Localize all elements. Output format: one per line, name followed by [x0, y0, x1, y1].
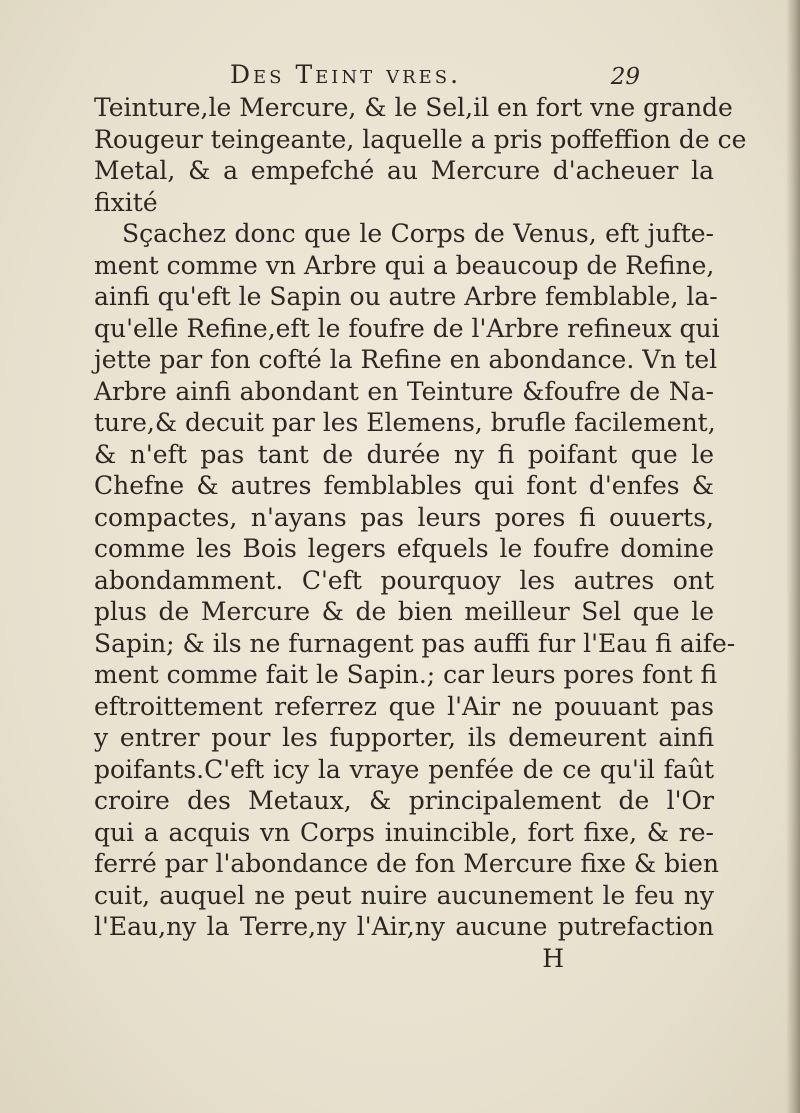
body-text — [94, 92, 747, 974]
text-line: abondamment. C'eft pourquoy les autres ont — [94, 565, 714, 595]
text-line: Teinture,le Mercure, & le Sel,il en fort vne grande — [94, 93, 733, 122]
text-line: compactes, n'ayans pas leurs pores fi ouuerts, — [94, 502, 714, 532]
text-line: qu'elle Refine,eft le foufre de l'Arbre refineux qui — [94, 313, 720, 343]
text-line: eftroittement referrez que l'Air ne pouuant pas — [94, 691, 714, 721]
text-line: l'Eau,ny la Terre,ny l'Air,ny aucune putrefaction — [94, 912, 714, 941]
text-line: croire des Metaux, & principalement de l'Or — [94, 786, 714, 815]
text-line: cuit, auquel ne peut nuire aucunement le feu ny — [94, 880, 714, 910]
text-line: comme les Bois legers efquels le foufre domine — [94, 534, 714, 563]
text-line: Arbre ainfi abondant en Teinture &foufre de Na- — [94, 376, 714, 406]
text-line: qui a acquis vn Corps inuincible, fort fixe, & re- — [94, 817, 714, 847]
catchword: H — [542, 943, 564, 973]
text-line: plus de Mercure & de bien meilleur Sel que le — [94, 597, 714, 626]
page-number: 29 — [610, 64, 640, 90]
text-line: ferré par l'abondance de fon Mercure fixe & bien — [94, 849, 720, 878]
text-line: fixité — [94, 187, 158, 217]
text-line: Sçachez donc que le Corps de Venus, eft jufte- — [122, 219, 714, 248]
text-line: ment comme vn Arbre qui a beaucoup de Refine, — [94, 250, 715, 280]
text-line: jette par fon cofté la Refine en abondance. Vn tel — [94, 345, 718, 374]
text-line: ainfi qu'eft le Sapin ou autre Arbre femblable, la- — [94, 282, 718, 311]
text-line: ment comme fait le Sapin.; car leurs pores font fi — [94, 660, 718, 689]
text-line: Metal, & a empefché au Mercure d'acheuer la — [94, 156, 714, 185]
text-line: Rougeur teingeante, laquelle a pris poffeffion de ce — [94, 124, 747, 154]
text-line: Chefne & autres femblables qui font d'enfes & — [94, 471, 714, 500]
text-line: ture,& decuit par les Elemens, brufle facilement, — [94, 408, 716, 437]
running-title: Des Teint vres. — [230, 60, 462, 89]
text-line: Sapin; & ils ne furnagent pas auffi fur l'Eau fi aife- — [94, 628, 736, 658]
text-line: & n'eft pas tant de durée ny fi poifant que le — [94, 439, 714, 469]
text-line: poifants.C'eft icy la vraye penfée de ce qu'il faût — [94, 754, 714, 784]
page-edge-shadow — [786, 0, 800, 1113]
text-line: y entrer pour les fupporter, ils demeurent ainfi — [94, 723, 714, 752]
